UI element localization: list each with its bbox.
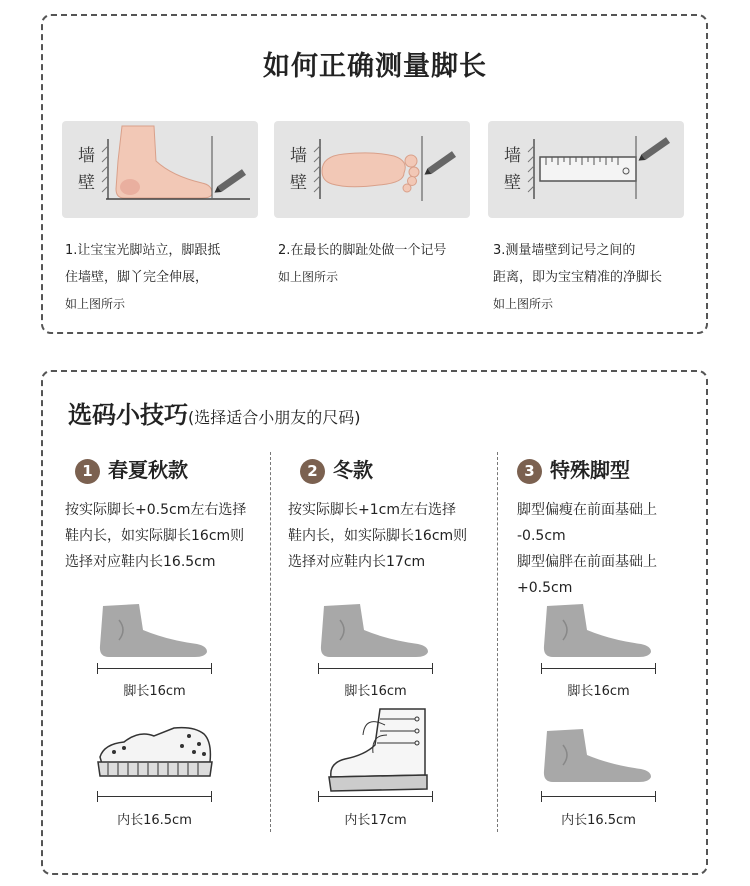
inner-length-label: 内长17cm (344, 813, 407, 828)
number-badge: 2 (300, 459, 325, 484)
tip-column-winter (288, 455, 510, 575)
canvas-shoe-icon (94, 722, 219, 782)
foot-length-label: 脚长16cm (567, 684, 630, 699)
tip-description: 按实际脚长+0.5cm左右选择 鞋内长，如实际脚长16cm则 选择对应鞋内长16.5cm (65, 502, 247, 570)
step3-text: 3.测量墙壁到记号之间的 距离，即为宝宝精准的净脚长 如上图所示 (493, 243, 663, 311)
foot-icon (318, 600, 438, 660)
inner-length-label: 内长16.5cm (561, 813, 636, 828)
measure-line (97, 663, 212, 675)
foot-side-drawing (62, 121, 258, 218)
section-title-tips: 选码小技巧(选择适合小朋友的尺码) (68, 401, 361, 429)
inner-length-label: 内长16.5cm (117, 813, 192, 828)
step2-illustration (274, 121, 470, 218)
foot-icon (97, 600, 217, 660)
number-badge: 1 (75, 459, 100, 484)
step2-text: 2.在最长的脚趾处做一个记号 如上图所示 (278, 243, 447, 284)
measure-line (318, 663, 433, 675)
foot-sole-drawing (274, 121, 470, 218)
section-subtitle: (选择适合小朋友的尺码) (188, 408, 361, 427)
measure-line (97, 791, 212, 803)
tip-heading: 3 特殊脚型 (517, 455, 727, 485)
tip-description: 按实际脚长+1cm左右选择 鞋内长，如实际脚长16cm则 选择对应鞋内长17cm (288, 502, 468, 570)
measure-line (318, 791, 433, 803)
tip-description: 脚型偏瘦在前面基础上 -0.5cm 脚型偏胖在前面基础上 +0.5cm (517, 502, 657, 596)
wall-label: 墙 壁 (504, 146, 521, 193)
boot-icon (325, 705, 435, 795)
number-badge: 3 (517, 459, 542, 484)
foot-length-label: 脚长16cm (344, 684, 407, 699)
measure-line (541, 791, 656, 803)
step1-text: 1.让宝宝光脚站立，脚跟抵 住墙壁，脚丫完全伸展， 如上图所示 (65, 243, 221, 311)
step1-illustration (62, 121, 258, 218)
tip-column-spring-summer (65, 455, 285, 575)
step3-illustration (488, 121, 684, 218)
foot-icon (541, 725, 661, 785)
wall-label: 墙 壁 (78, 146, 95, 193)
ruler-drawing (488, 121, 684, 218)
foot-icon (541, 600, 661, 660)
measure-line (541, 663, 656, 675)
section-title-measure: 如何正确测量脚长 (263, 51, 487, 82)
tip-column-special-foot (517, 455, 727, 601)
tip-heading: 2 冬款 (300, 455, 510, 485)
wall-label: 墙 壁 (290, 146, 307, 193)
tip-heading: 1 春夏秋款 (75, 455, 285, 485)
foot-length-label: 脚长16cm (123, 684, 186, 699)
